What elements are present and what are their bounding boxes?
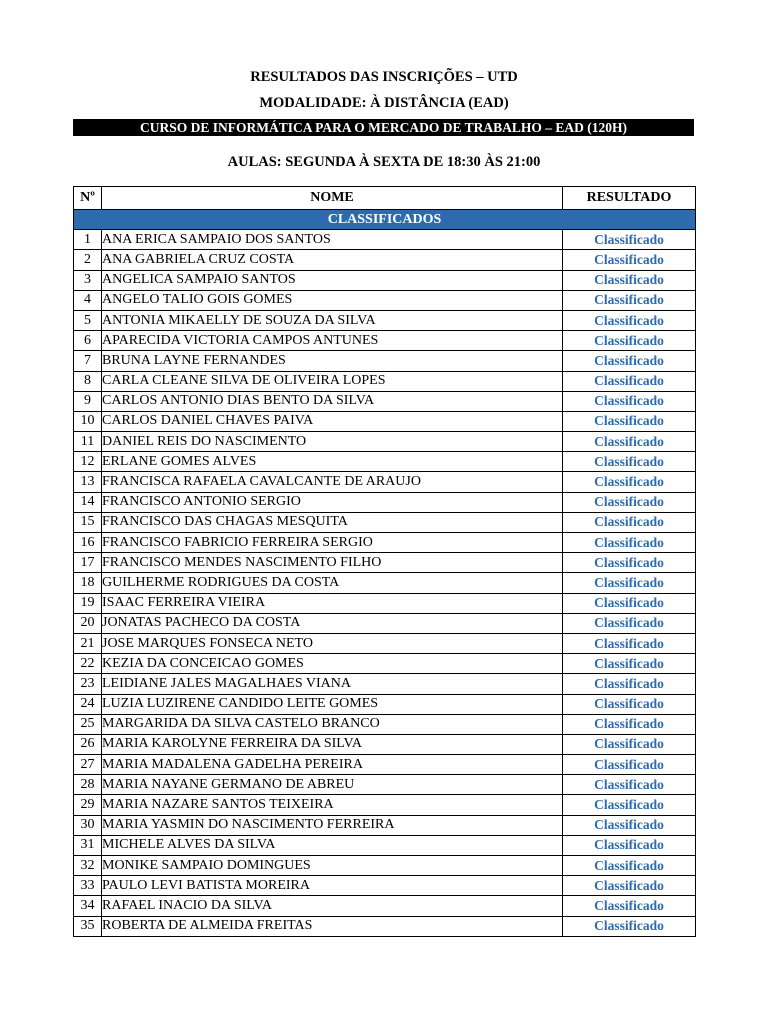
row-result: Classificado	[563, 835, 696, 855]
table-row	[74, 795, 696, 815]
table-header-row	[74, 187, 696, 210]
row-number: 17	[74, 553, 102, 573]
row-number: 34	[74, 896, 102, 916]
table-row	[74, 775, 696, 795]
row-result: Classificado	[563, 694, 696, 714]
table-row	[74, 472, 696, 492]
row-name: JOSE MARQUES FONSECA NETO	[102, 633, 563, 653]
table-row	[74, 290, 696, 310]
row-number: 12	[74, 452, 102, 472]
row-result: Classificado	[563, 714, 696, 734]
row-name: MARIA NAYANE GERMANO DE ABREU	[102, 775, 563, 795]
row-result: Classificado	[563, 916, 696, 936]
row-number: 13	[74, 472, 102, 492]
section-label: CLASSIFICADOS	[74, 210, 696, 230]
table-row	[74, 270, 696, 290]
table-row	[74, 452, 696, 472]
schedule-heading: AULAS: SEGUNDA À SEXTA DE 18:30 ÀS 21:00	[227, 154, 541, 170]
row-result: Classificado	[563, 755, 696, 775]
row-number: 26	[74, 734, 102, 754]
row-name: CARLOS ANTONIO DIAS BENTO DA SILVA	[102, 391, 563, 411]
row-number: 21	[74, 633, 102, 653]
table-row	[74, 250, 696, 270]
row-number: 4	[74, 290, 102, 310]
row-name: APARECIDA VICTORIA CAMPOS ANTUNES	[102, 331, 563, 351]
row-name: GUILHERME RODRIGUES DA COSTA	[102, 573, 563, 593]
row-name: ANGELICA SAMPAIO SANTOS	[102, 270, 563, 290]
table-row	[74, 613, 696, 633]
row-name: MARIA MADALENA GADELHA PEREIRA	[102, 755, 563, 775]
table-row	[74, 694, 696, 714]
table-row	[74, 371, 696, 391]
modality-heading: MODALIDADE: À DISTÂNCIA (EAD)	[259, 95, 509, 111]
row-number: 25	[74, 714, 102, 734]
row-number: 32	[74, 856, 102, 876]
row-name: MARGARIDA DA SILVA CASTELO BRANCO	[102, 714, 563, 734]
row-number: 14	[74, 492, 102, 512]
table-row	[74, 351, 696, 371]
row-result: Classificado	[563, 674, 696, 694]
row-result: Classificado	[563, 512, 696, 532]
row-number: 9	[74, 391, 102, 411]
row-result: Classificado	[563, 371, 696, 391]
row-result: Classificado	[563, 492, 696, 512]
row-number: 18	[74, 573, 102, 593]
row-name: ROBERTA DE ALMEIDA FREITAS	[102, 916, 563, 936]
course-banner: CURSO DE INFORMÁTICA PARA O MERCADO DE TRABALHO – EAD (120H)	[73, 119, 694, 136]
document-title: RESULTADOS DAS INSCRIÇÕES – UTD	[250, 69, 518, 85]
row-result: Classificado	[563, 815, 696, 835]
row-result: Classificado	[563, 472, 696, 492]
row-result: Classificado	[563, 553, 696, 573]
row-number: 33	[74, 876, 102, 896]
row-name: MONIKE SAMPAIO DOMINGUES	[102, 856, 563, 876]
row-number: 29	[74, 795, 102, 815]
row-number: 16	[74, 533, 102, 553]
row-result: Classificado	[563, 290, 696, 310]
row-number: 2	[74, 250, 102, 270]
row-name: BRUNA LAYNE FERNANDES	[102, 351, 563, 371]
row-result: Classificado	[563, 250, 696, 270]
row-result: Classificado	[563, 775, 696, 795]
row-number: 31	[74, 835, 102, 855]
table-row	[74, 896, 696, 916]
row-name: MARIA KAROLYNE FERREIRA DA SILVA	[102, 734, 563, 754]
row-result: Classificado	[563, 533, 696, 553]
column-header-number: Nº	[74, 187, 102, 210]
column-header-name: NOME	[102, 187, 563, 210]
table-row	[74, 432, 696, 452]
row-name: CARLA CLEANE SILVA DE OLIVEIRA LOPES	[102, 371, 563, 391]
row-number: 20	[74, 613, 102, 633]
row-name: FRANCISCO DAS CHAGAS MESQUITA	[102, 512, 563, 532]
table-row	[74, 492, 696, 512]
table-row	[74, 835, 696, 855]
row-name: ANA ERICA SAMPAIO DOS SANTOS	[102, 230, 563, 250]
row-result: Classificado	[563, 391, 696, 411]
table-row	[74, 876, 696, 896]
row-number: 27	[74, 755, 102, 775]
table-row	[74, 512, 696, 532]
row-name: ERLANE GOMES ALVES	[102, 452, 563, 472]
table-row	[74, 815, 696, 835]
row-result: Classificado	[563, 331, 696, 351]
row-number: 24	[74, 694, 102, 714]
row-name: LEIDIANE JALES MAGALHAES VIANA	[102, 674, 563, 694]
row-name: FRANCISCO MENDES NASCIMENTO FILHO	[102, 553, 563, 573]
row-name: JONATAS PACHECO DA COSTA	[102, 613, 563, 633]
row-number: 7	[74, 351, 102, 371]
row-result: Classificado	[563, 432, 696, 452]
table-row	[74, 674, 696, 694]
row-number: 23	[74, 674, 102, 694]
table-row	[74, 310, 696, 330]
row-name: LUZIA LUZIRENE CANDIDO LEITE GOMES	[102, 694, 563, 714]
table-row	[74, 856, 696, 876]
table-row	[74, 573, 696, 593]
row-result: Classificado	[563, 613, 696, 633]
row-name: KEZIA DA CONCEICAO GOMES	[102, 654, 563, 674]
row-result: Classificado	[563, 734, 696, 754]
row-number: 11	[74, 432, 102, 452]
row-name: FRANCISCO ANTONIO SERGIO	[102, 492, 563, 512]
row-number: 3	[74, 270, 102, 290]
row-number: 5	[74, 310, 102, 330]
table-row	[74, 593, 696, 613]
row-result: Classificado	[563, 856, 696, 876]
row-result: Classificado	[563, 573, 696, 593]
row-result: Classificado	[563, 896, 696, 916]
table-row	[74, 553, 696, 573]
row-name: MARIA YASMIN DO NASCIMENTO FERREIRA	[102, 815, 563, 835]
row-number: 19	[74, 593, 102, 613]
row-name: FRANCISCO FABRICIO FERREIRA SERGIO	[102, 533, 563, 553]
row-name: RAFAEL INACIO DA SILVA	[102, 896, 563, 916]
row-name: MICHELE ALVES DA SILVA	[102, 835, 563, 855]
row-name: DANIEL REIS DO NASCIMENTO	[102, 432, 563, 452]
row-name: ANA GABRIELA CRUZ COSTA	[102, 250, 563, 270]
row-result: Classificado	[563, 593, 696, 613]
row-result: Classificado	[563, 452, 696, 472]
table-row	[74, 533, 696, 553]
row-result: Classificado	[563, 795, 696, 815]
row-name: CARLOS DANIEL CHAVES PAIVA	[102, 411, 563, 431]
row-result: Classificado	[563, 411, 696, 431]
table-row	[74, 654, 696, 674]
row-result: Classificado	[563, 351, 696, 371]
row-number: 10	[74, 411, 102, 431]
row-number: 35	[74, 916, 102, 936]
row-name: PAULO LEVI BATISTA MOREIRA	[102, 876, 563, 896]
row-name: ANGELO TALIO GOIS GOMES	[102, 290, 563, 310]
results-table	[73, 186, 696, 937]
table-row	[74, 411, 696, 431]
table-row	[74, 230, 696, 250]
table-row	[74, 714, 696, 734]
row-name: ANTONIA MIKAELLY DE SOUZA DA SILVA	[102, 310, 563, 330]
table-row	[74, 916, 696, 936]
row-result: Classificado	[563, 310, 696, 330]
row-result: Classificado	[563, 654, 696, 674]
row-result: Classificado	[563, 230, 696, 250]
table-row	[74, 391, 696, 411]
row-result: Classificado	[563, 270, 696, 290]
results-body	[74, 210, 696, 937]
row-name: FRANCISCA RAFAELA CAVALCANTE DE ARAUJO	[102, 472, 563, 492]
table-row	[74, 633, 696, 653]
table-row	[74, 755, 696, 775]
row-result: Classificado	[563, 876, 696, 896]
row-number: 6	[74, 331, 102, 351]
table-row	[74, 734, 696, 754]
column-header-result: RESULTADO	[563, 187, 696, 210]
table-row	[74, 331, 696, 351]
row-name: ISAAC FERREIRA VIEIRA	[102, 593, 563, 613]
row-number: 28	[74, 775, 102, 795]
section-row-classified	[74, 210, 696, 230]
row-name: MARIA NAZARE SANTOS TEIXEIRA	[102, 795, 563, 815]
row-number: 8	[74, 371, 102, 391]
row-result: Classificado	[563, 633, 696, 653]
row-number: 22	[74, 654, 102, 674]
row-number: 15	[74, 512, 102, 532]
row-number: 1	[74, 230, 102, 250]
row-number: 30	[74, 815, 102, 835]
